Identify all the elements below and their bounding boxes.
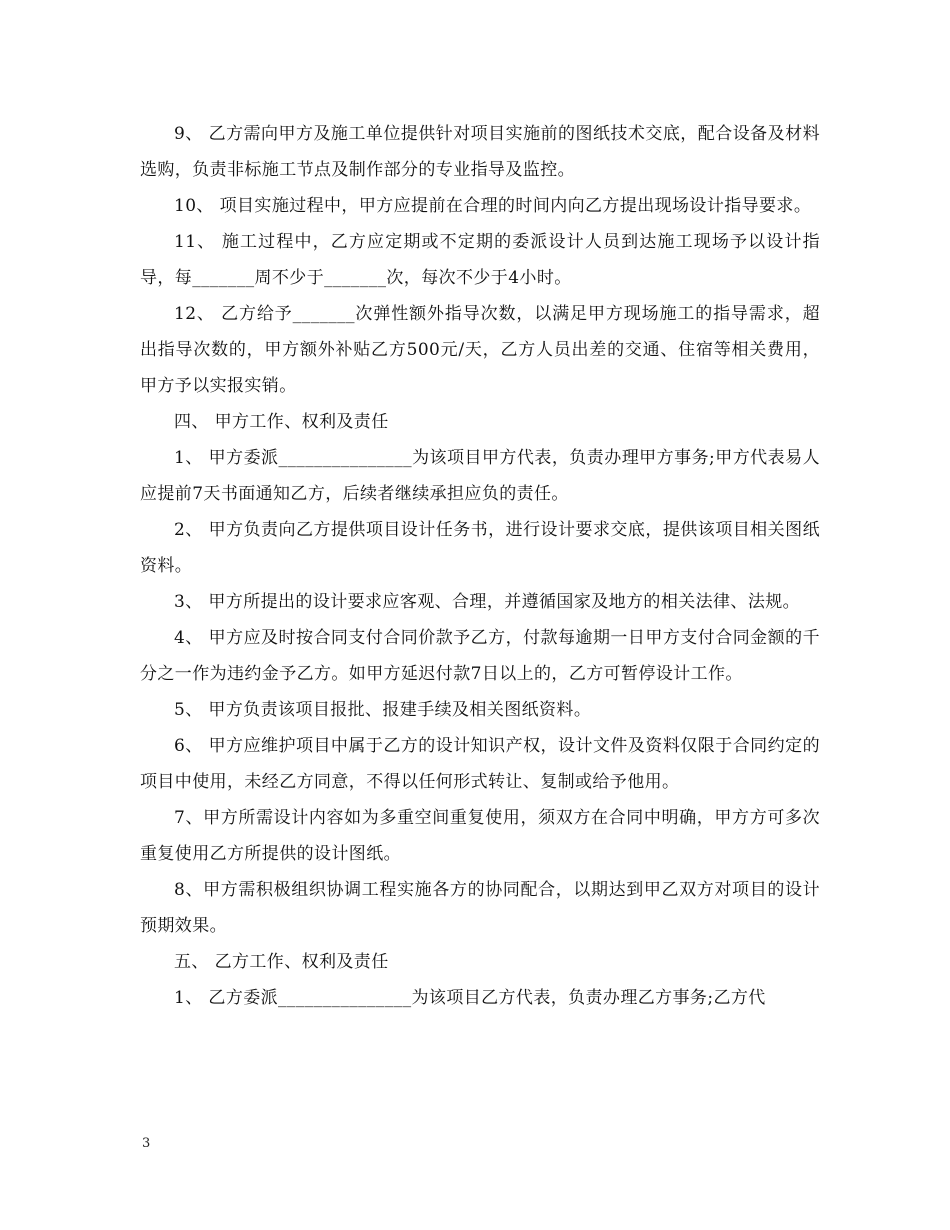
clause-10: 10、 项目实施过程中，甲方应提前在合理的时间内向乙方提出现场设计指导要求。: [174, 196, 812, 216]
section-4-clause-8: 8、甲方需积极组织协调工程实施各方的协同配合，以期达到甲乙双方对项目的设计预期效果。: [140, 880, 820, 936]
section-4-clause-3: 3、 甲方所提出的设计要求应客观、合理，并遵循国家及地方的相关法律、法规。: [174, 592, 801, 612]
clause-12: 12、 乙方给予_______次弹性额外指导次数，以满足甲方现场施工的指导需求，超出指导次数的，甲方额外补贴乙方500元/天，乙方人员出差的交通、住宿等相关费用，甲方予以实报实销。: [140, 304, 820, 396]
section-heading-4: 四、 甲方工作、权利及责任: [174, 412, 389, 432]
section-4-clause-7: 7、甲方所需设计内容如为多重空间重复使用，须双方在合同中明确，甲方方可多次重复使用乙方所提供的设计图纸。: [140, 808, 820, 864]
section-4-clause-6: 6、 甲方应维护项目中属于乙方的设计知识产权，设计文件及资料仅限于合同约定的项目中使用，未经乙方同意，不得以任何形式转让、复制或给予他用。: [140, 736, 820, 792]
document-body: [140, 116, 820, 1016]
page-number: 3: [142, 1136, 151, 1151]
section-4-clause-4: 4、 甲方应及时按合同支付合同价款予乙方，付款每逾期一日甲方支付合同金额的千分之一作为违约金予乙方。如甲方延迟付款7日以上的，乙方可暂停设计工作。: [140, 628, 820, 684]
section-4-clause-2: 2、 甲方负责向乙方提供项目设计任务书，进行设计要求交底，提供该项目相关图纸资料。: [140, 520, 820, 576]
section-4-clause-1: 1、 甲方委派_______________为该项目甲方代表，负责办理甲方事务;甲方代表易人应提前7天书面通知乙方，后续者继续承担应负的责任。: [140, 448, 820, 504]
section-5-clause-1: 1、 乙方委派_______________为该项目乙方代表，负责办理乙方事务;乙方代: [174, 988, 766, 1008]
clause-11: 11、 施工过程中，乙方应定期或不定期的委派设计人员到达施工现场予以设计指导，每_______周不少于_______次，每次不少于4小时。: [140, 232, 820, 288]
section-4-clause-5: 5、 甲方负责该项目报批、报建手续及相关图纸资料。: [174, 700, 592, 720]
clause-9: 9、 乙方需向甲方及施工单位提供针对项目实施前的图纸技术交底，配合设备及材料选购，负责非标施工节点及制作部分的专业指导及监控。: [140, 124, 820, 180]
section-heading-5: 五、 乙方工作、权利及责任: [174, 952, 389, 972]
